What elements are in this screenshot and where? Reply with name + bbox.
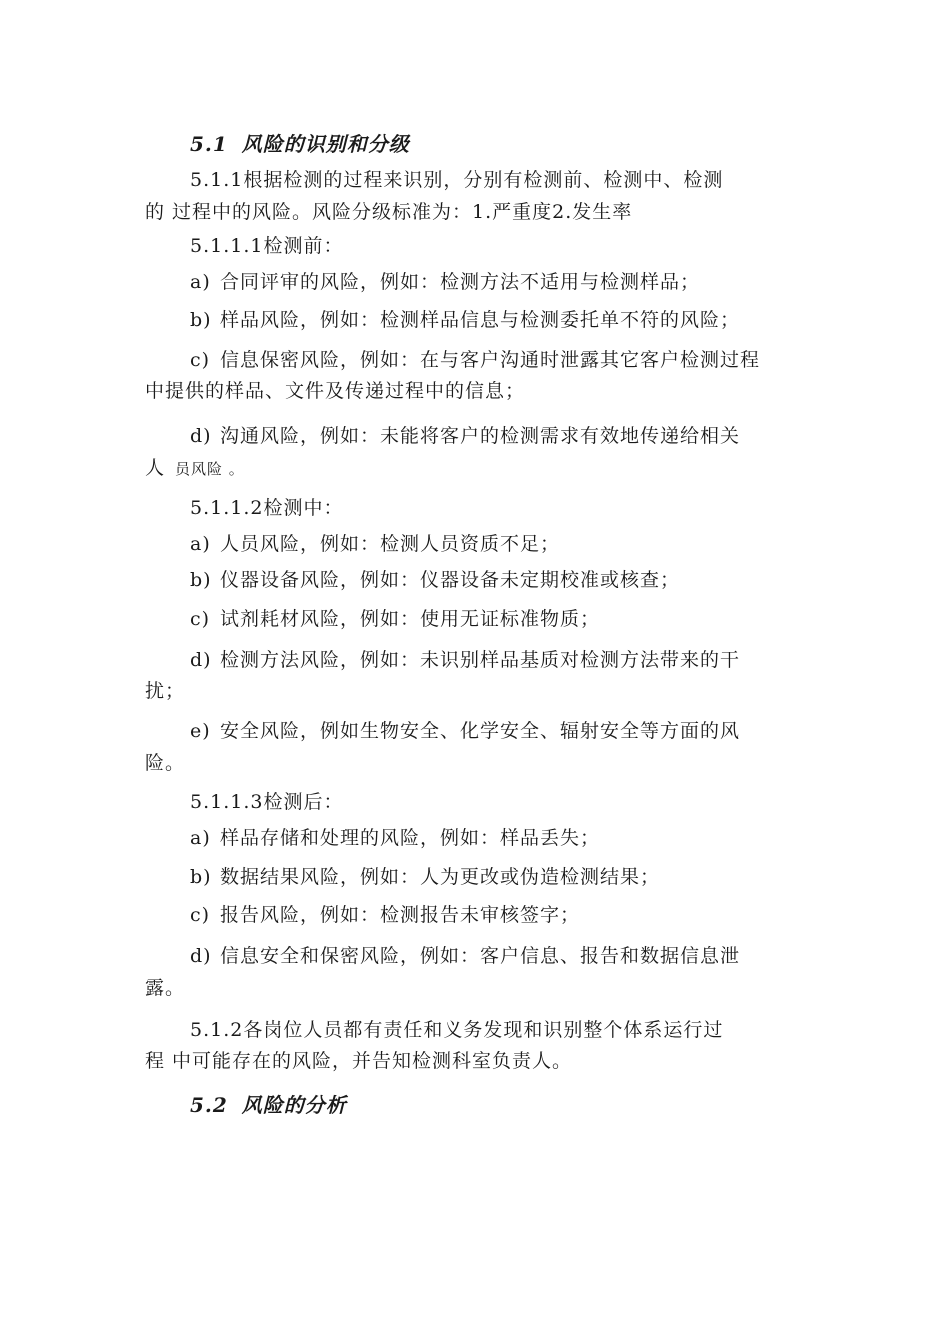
item-continuation: 险。 — [145, 752, 186, 774]
item-text: 沟通风险，例如：未能将客户的检测需求有效地传递给相关 — [220, 425, 741, 447]
item-marker: d) — [190, 945, 212, 967]
paragraph-5-1-1-line-2: 的 过程中的风险。风险分级标准为：1.严重度2.发生率 — [145, 201, 633, 223]
item-text: 仪器设备风险，例如：仪器设备未定期校准或核查； — [220, 569, 681, 591]
item-text: 试剂耗材风险，例如：使用无证标准物质； — [220, 608, 601, 630]
item-continuation: 露。 — [145, 977, 186, 999]
item-text: 信息保密风险，例如：在与客户沟通时泄露其它客户检测过程 — [220, 349, 761, 371]
item-text: 检测方法风险，例如：未识别样品基质对检测方法带来的干 — [220, 649, 741, 671]
item-marker: c) — [190, 349, 211, 371]
list-item — [190, 348, 760, 372]
item-marker: b) — [190, 569, 212, 591]
list-item — [190, 865, 660, 889]
list-item — [190, 270, 700, 294]
section-heading-5-1 — [190, 128, 410, 157]
list-item — [190, 944, 740, 968]
item-marker: b) — [190, 866, 212, 888]
item-marker: d) — [190, 649, 212, 671]
item-continuation: 扰； — [145, 680, 186, 702]
item-marker: a) — [190, 827, 211, 849]
list-item — [190, 424, 740, 448]
list-item — [190, 532, 560, 556]
item-marker: c) — [190, 608, 211, 630]
subheading-during-testing: 5.1.1.2检测中： — [190, 497, 344, 519]
list-item — [190, 308, 740, 332]
item-marker: b) — [190, 309, 212, 331]
continuation-small-text: 员风险 。 — [175, 460, 245, 478]
paragraph-5-1-2-line-1: 5.1.2各岗位人员都有责任和义务发现和识别整个体系运行过 — [190, 1019, 724, 1041]
paragraph-5-1-1-line-1: 5.1.1根据检测的过程来识别，分别有检测前、检测中、检测 — [190, 169, 724, 191]
item-continuation — [145, 456, 245, 481]
list-item — [190, 568, 680, 592]
list-item — [190, 903, 580, 927]
list-item — [190, 826, 600, 850]
paragraph-5-1-2-line-2: 程 中可能存在的风险，并告知检测科室负责人。 — [145, 1050, 573, 1072]
list-item — [190, 607, 600, 631]
item-marker: a) — [190, 271, 211, 293]
section-number: 5.1 — [190, 132, 228, 156]
item-text: 合同评审的风险，例如：检测方法不适用与检测样品； — [220, 271, 701, 293]
item-marker: e) — [190, 720, 211, 742]
item-continuation: 中提供的样品、文件及传递过程中的信息； — [145, 380, 526, 402]
item-marker: a) — [190, 533, 211, 555]
item-text: 人员风险，例如：检测人员资质不足； — [220, 533, 561, 555]
section-heading-5-2 — [190, 1089, 347, 1118]
section-title: 风险的分析 — [241, 1093, 347, 1117]
item-text: 安全风险，例如生物安全、化学安全、辐射安全等方面的风 — [220, 720, 741, 742]
item-text: 信息安全和保密风险，例如：客户信息、报告和数据信息泄 — [220, 945, 741, 967]
continuation-text: 人 — [145, 457, 166, 479]
list-item — [190, 648, 740, 672]
item-marker: c) — [190, 904, 211, 926]
item-marker: d) — [190, 425, 212, 447]
item-text: 样品风险，例如：检测样品信息与检测委托单不符的风险； — [220, 309, 741, 331]
item-text: 样品存储和处理的风险，例如：样品丢失； — [220, 827, 601, 849]
list-item — [190, 719, 740, 743]
item-text: 报告风险，例如：检测报告未审核签字； — [220, 904, 581, 926]
subheading-before-testing: 5.1.1.1检测前： — [190, 235, 344, 257]
subheading-after-testing: 5.1.1.3检测后： — [190, 791, 344, 813]
section-title: 风险的识别和分级 — [241, 132, 410, 156]
section-number: 5.2 — [190, 1093, 228, 1117]
item-text: 数据结果风险，例如：人为更改或伪造检测结果； — [220, 866, 661, 888]
